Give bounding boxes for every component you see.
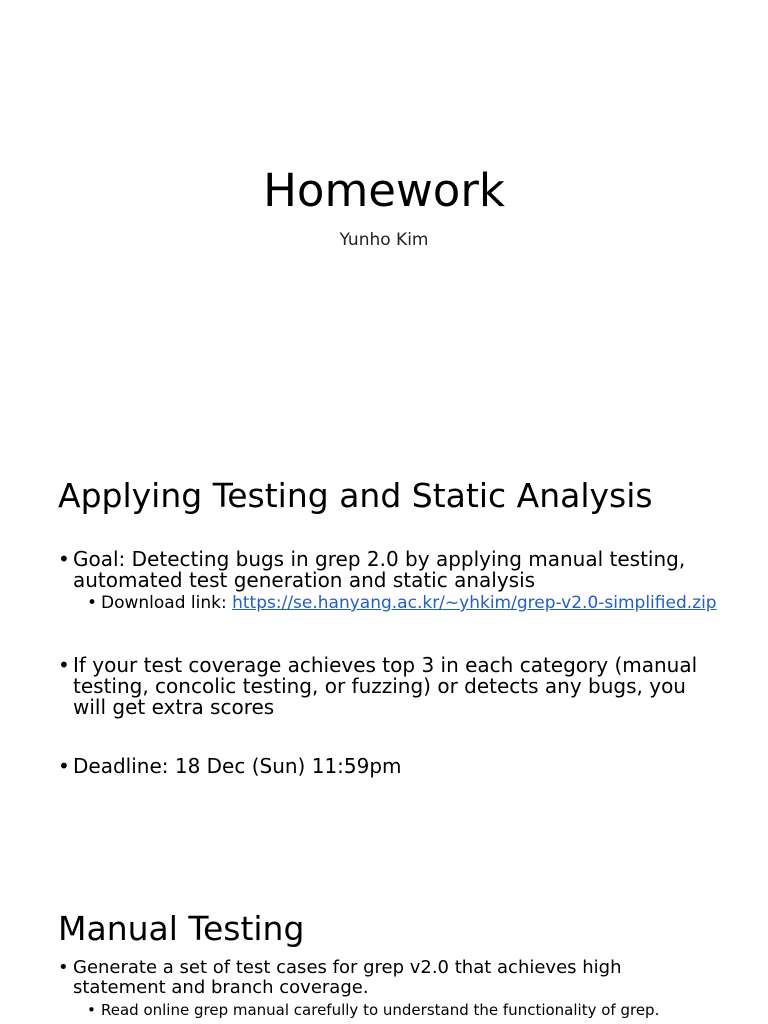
bullet-list [58,549,718,777]
download-link[interactable]: https://se.hanyang.ac.kr/~yhkim/grep-v2.0-simplified.zip [232,593,717,613]
download-sub-bullet [58,594,718,613]
slide-manual-testing [0,864,768,1024]
download-label: Download link: [101,593,233,613]
slide-title: Manual Testing [58,909,305,948]
presentation-author: Yunho Kim [339,230,429,250]
slide-title: Applying Testing and Static Analysis [58,476,653,515]
goal-bullet [58,549,718,591]
read-manual-sub-bullet [58,1002,718,1019]
extra-score-bullet [58,655,718,718]
slide-testing-static-analysis [0,432,768,864]
goal-text: Goal: Detecting bugs in grep 2.0 by applying manual testing, automated test generation and static analysis [73,547,686,592]
title-slide [0,0,768,432]
read-manual-text: Read online grep manual carefully to understand the functionality of grep. [101,1001,660,1019]
generate-tests-bullet [58,958,718,998]
deadline-text: Deadline: 18 Dec (Sun) 11:59pm [73,754,402,778]
bullet-list [58,958,718,1019]
extra-score-text: If your test coverage achieves top 3 in each category (manual testing, concolic testing, or fuzzing) or detects any bugs, you will get extra scores [73,653,698,719]
generate-tests-text: Generate a set of test cases for grep v2.0 that achieves high statement and branch coverage. [73,957,622,998]
deadline-bullet [58,756,718,777]
presentation-title: Homework [263,164,505,217]
